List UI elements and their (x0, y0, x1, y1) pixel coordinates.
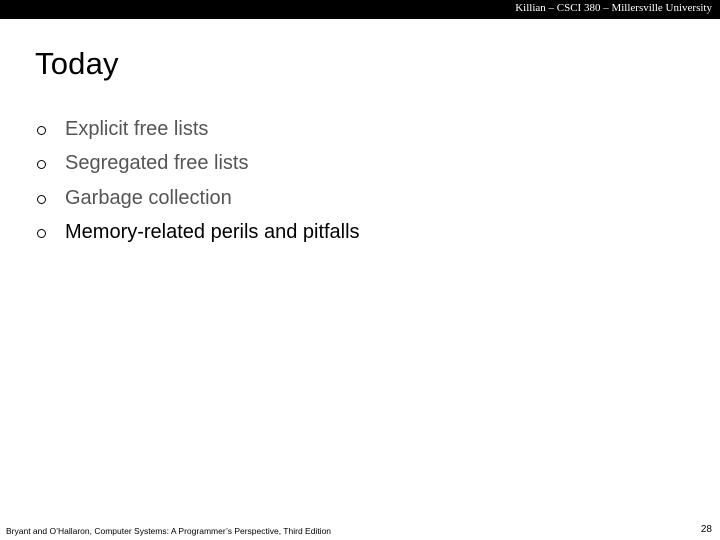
bullet-text: Segregated free lists (65, 152, 249, 175)
bullet-text-current: Memory-related perils and pitfalls (65, 221, 360, 244)
header-course-label: Killian – CSCI 380 – Millersville University (515, 2, 712, 14)
slide-title: Today (35, 46, 119, 81)
hollow-circle-bullet-icon (37, 126, 46, 135)
bullet-item (37, 112, 360, 147)
hollow-circle-bullet-icon (37, 160, 46, 169)
bullet-text: Garbage collection (65, 186, 232, 209)
footer-citation: Bryant and O’Hallaron, Computer Systems: A Programmer’s Perspective, Third Edition (6, 526, 332, 536)
bullet-list (37, 112, 360, 250)
bullet-item (37, 147, 360, 182)
bullet-item (37, 181, 360, 216)
hollow-circle-bullet-icon (37, 195, 46, 204)
bullet-item (37, 216, 360, 251)
header-bar (0, 0, 720, 19)
hollow-circle-bullet-icon (37, 229, 46, 238)
page-number: 28 (700, 524, 712, 535)
bullet-text: Explicit free lists (65, 117, 209, 140)
